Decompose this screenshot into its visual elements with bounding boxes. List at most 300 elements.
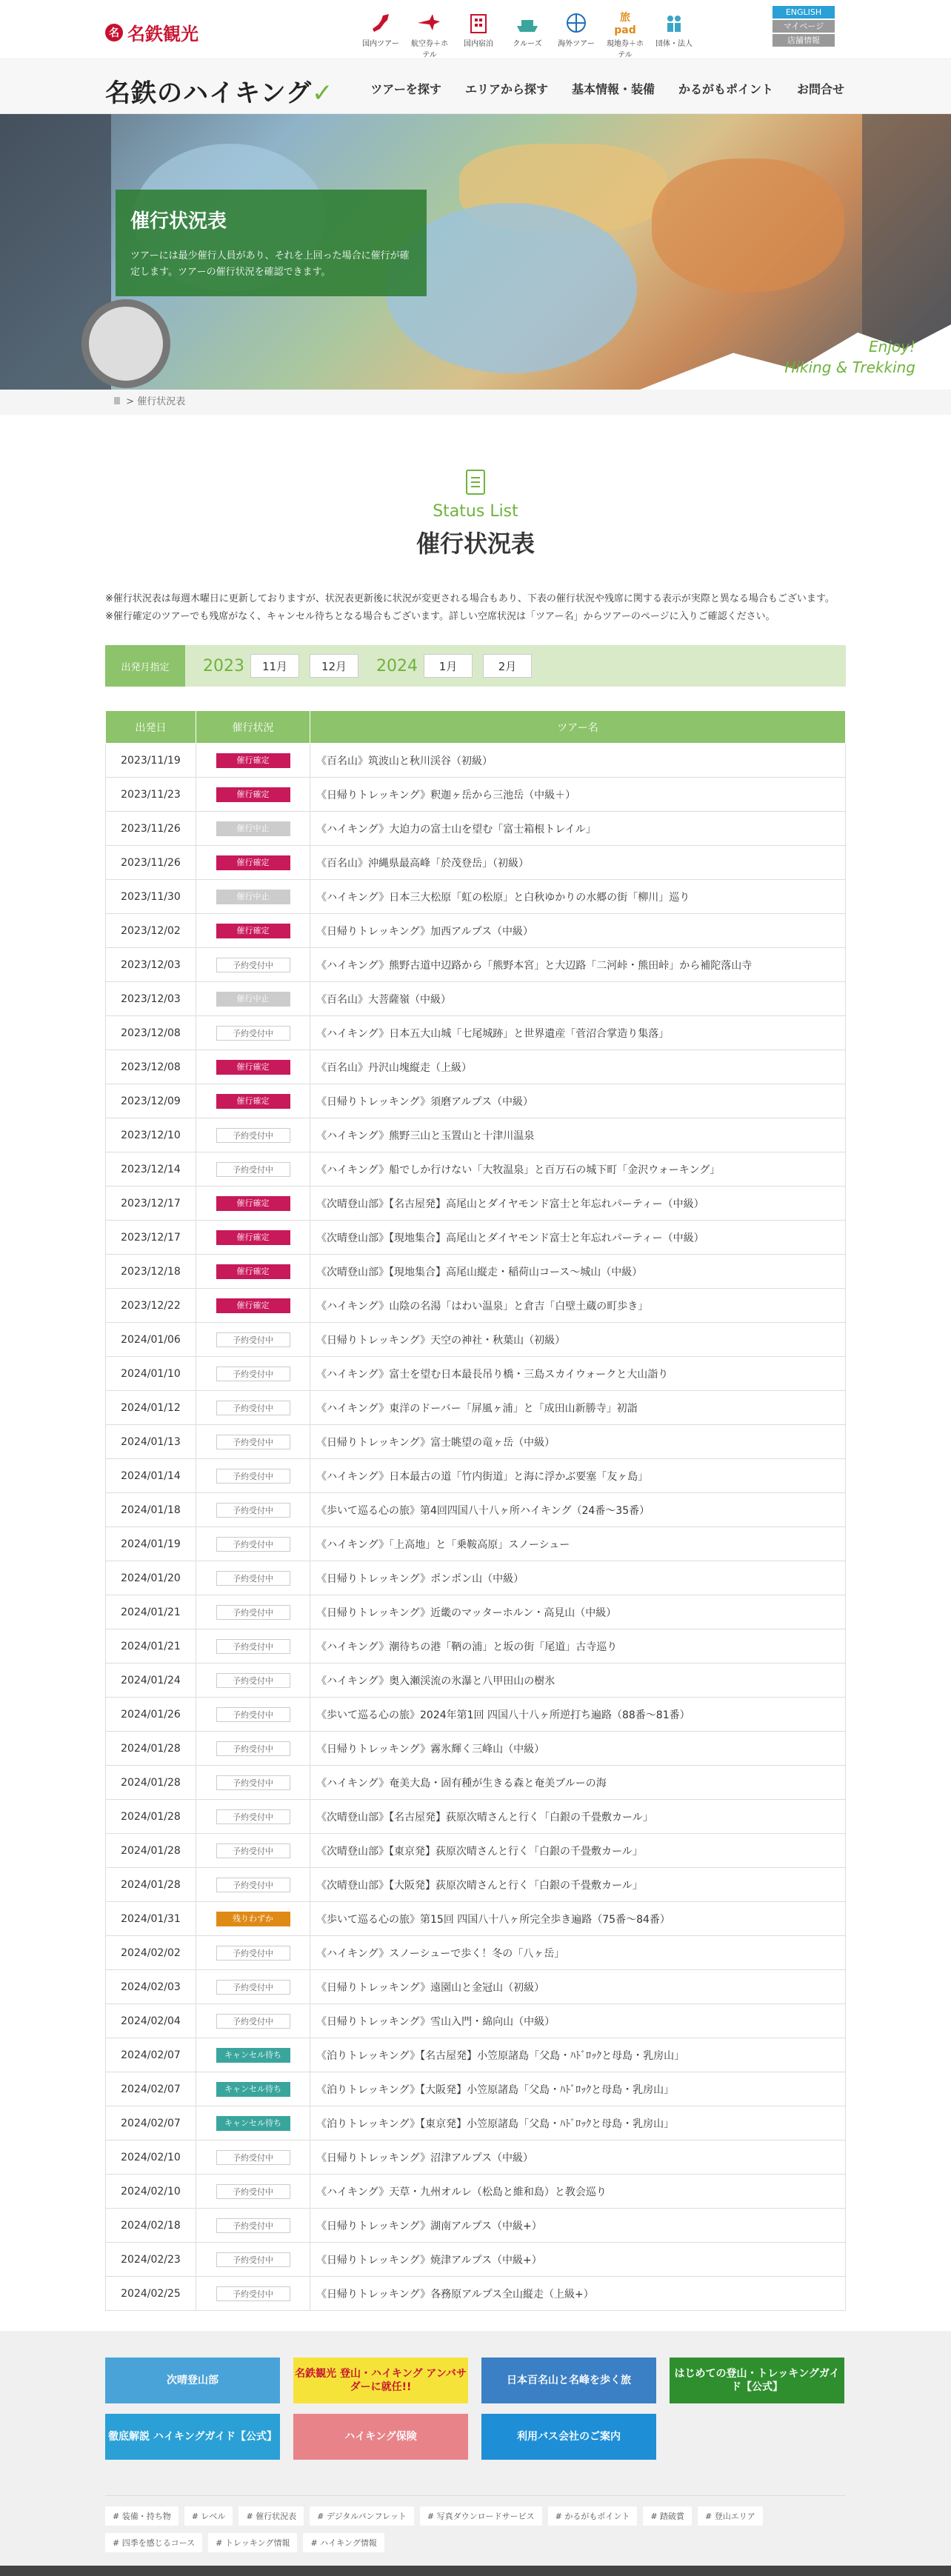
departure-date: 2023/12/02 (106, 914, 196, 948)
status-cell (196, 1118, 310, 1152)
table-row (106, 2243, 846, 2277)
month-button-2023-12[interactable]: 12月 (310, 654, 358, 678)
status-cell (196, 914, 310, 948)
status-cell (196, 1084, 310, 1118)
table-row (106, 1425, 846, 1459)
table-row (106, 1289, 846, 1323)
departure-date: 2023/12/18 (106, 1255, 196, 1289)
departure-date: 2023/12/09 (106, 1084, 196, 1118)
status-badge: 予約受付中 (216, 1503, 290, 1518)
status-cell (196, 982, 310, 1016)
status-cell (196, 846, 310, 880)
departure-date: 2023/11/26 (106, 846, 196, 880)
departure-date: 2024/01/12 (106, 1391, 196, 1425)
table-row (106, 2209, 846, 2243)
departure-date: 2024/02/07 (106, 2038, 196, 2072)
tour-name-link[interactable]: 《ハイキング》奄美大島・固有種が生きる森と奄美ブルーの海 (310, 1766, 846, 1800)
status-cell (196, 1800, 310, 1834)
status-badge: 予約受付中 (216, 1741, 290, 1756)
status-badge: 予約受付中 (216, 2218, 290, 2233)
status-badge: 予約受付中 (216, 1673, 290, 1688)
meitetsu-mark-icon: 名 (105, 24, 123, 41)
table-row (106, 982, 846, 1016)
status-badge: 催行中止 (216, 992, 290, 1007)
tour-name-link[interactable]: 《歩いて巡る心の旅》第15回 四国八十八ヶ所完全歩き遍路（75番〜84番） (310, 1902, 846, 1936)
status-badge: 催行確定 (216, 1264, 290, 1279)
status-cell (196, 1868, 310, 1902)
note-1: ※催行状況表は毎週木曜日に更新しておりますが、状況表更新後に状況が変更される場合もあり、下表の催行状況や残席に関する表示が実際と異なる場合もございます。 (105, 593, 835, 604)
table-row (106, 1561, 846, 1595)
month-button-2023-11[interactable]: 11月 (250, 654, 299, 678)
departure-date: 2024/01/28 (106, 1800, 196, 1834)
status-badge: 催行確定 (216, 1094, 290, 1109)
topnav-tabipad[interactable]: 旅pad 現地券＋ホテル (607, 12, 644, 59)
table-row (106, 1936, 846, 1970)
footer-tag-link[interactable]: # デジタルパンフレット (310, 2506, 414, 2526)
tour-name-link[interactable]: 《ハイキング》日本三大松原「虹の松原」と白秋ゆかりの水郷の街「柳川」巡り (310, 880, 846, 914)
status-badge: 催行確定 (216, 1060, 290, 1075)
tour-name-link[interactable]: 《日帰りトレッキング》雪山入門・綿向山（中級） (310, 2004, 846, 2038)
tour-name-link[interactable]: 《百名山》筑波山と秋川渓谷（初級） (310, 744, 846, 778)
status-cell (196, 1187, 310, 1221)
status-badge: 予約受付中 (216, 1843, 290, 1858)
top-bar (0, 0, 951, 59)
watch-image (81, 299, 170, 388)
status-badge: 予約受付中 (216, 1128, 290, 1143)
hero-title: 催行状況表 (130, 210, 227, 233)
departure-date: 2024/02/03 (106, 1970, 196, 2004)
status-badge: 予約受付中 (216, 1571, 290, 1586)
footer-banner[interactable]: はじめての登山・トレッキングガイド【公式】 (670, 2358, 844, 2403)
status-badge: キャンセル待ち (216, 2116, 290, 2131)
status-cell (196, 1459, 310, 1493)
menu-basic-info[interactable]: 基本情報・装備 (571, 82, 655, 96)
tour-name-link[interactable]: 《次晴登山部》【大阪発】荻原次晴さんと行く「白銀の千畳敷カール」 (310, 1868, 846, 1902)
table-row (106, 1084, 846, 1118)
tour-name-link[interactable]: 《百名山》大菩薩嶺（中級） (310, 982, 846, 1016)
status-cell (196, 1766, 310, 1800)
footer-tag-link[interactable]: # トレッキング情報 (208, 2533, 297, 2552)
table-row (106, 846, 846, 880)
tabipad-icon: 旅pad (614, 12, 636, 36)
topnav-domestic-tour[interactable]: 国内ツアー (361, 10, 400, 59)
departure-date: 2024/01/14 (106, 1459, 196, 1493)
status-cell (196, 1391, 310, 1425)
status-badge: 予約受付中 (216, 2150, 290, 2165)
table-row (106, 778, 846, 812)
departure-date: 2024/01/19 (106, 1527, 196, 1561)
status-cell (196, 2038, 310, 2072)
tour-name-link[interactable]: 《ハイキング》潮待ちの港「鞆の浦」と坂の街「尾道」古寺巡り (310, 1629, 846, 1664)
globe-icon (563, 10, 590, 36)
departure-date: 2024/02/07 (106, 2072, 196, 2106)
status-cell (196, 2140, 310, 2175)
topnav-group[interactable]: 団体・法人 (655, 10, 693, 59)
status-badge: 予約受付中 (216, 1435, 290, 1449)
footer-tag-link[interactable]: # 装備・持ち物 (105, 2506, 178, 2526)
month-filter-label: 出発月指定 (105, 645, 185, 687)
tour-name-link[interactable]: 《ハイキング》日本最古の道「竹内街道」と海に浮かぶ要塞「友ヶ島」 (310, 1459, 846, 1493)
departure-date: 2023/12/17 (106, 1187, 196, 1221)
departure-date: 2024/02/10 (106, 2175, 196, 2209)
tour-name-link[interactable]: 《ハイキング》東洋のドーバー「屏風ヶ浦」と「成田山新勝寺」初詣 (310, 1391, 846, 1425)
tour-name-link[interactable]: 《日帰りトレッキング》須磨アルプス（中級） (310, 1084, 846, 1118)
tour-name-link[interactable]: 《次晴登山部》【東京発】荻原次晴さんと行く「白銀の千畳敷カール」 (310, 1834, 846, 1868)
status-badge: 予約受付中 (216, 1367, 290, 1381)
header-status: 催行状況 (196, 711, 310, 744)
ship-icon (514, 10, 541, 36)
table-row (106, 2175, 846, 2209)
footer-banner[interactable]: 徹底解説 ハイキングガイド【公式】 (105, 2414, 280, 2460)
table-row (106, 1221, 846, 1255)
top-nav (361, 10, 693, 59)
status-cell (196, 880, 310, 914)
departure-date: 2023/12/03 (106, 982, 196, 1016)
table-row (106, 1868, 846, 1902)
status-badge: 催行確定 (216, 855, 290, 870)
status-cell (196, 1527, 310, 1561)
status-cell (196, 1970, 310, 2004)
status-cell (196, 778, 310, 812)
footer-tag-link[interactable]: # レベル (184, 2506, 233, 2526)
table-row (106, 1118, 846, 1152)
footer-tag-link[interactable]: # 踏破賞 (643, 2506, 692, 2526)
topnav-domestic-stay[interactable]: 国内宿泊 (459, 10, 498, 59)
corp-logo-text: 名鉄観光 (127, 24, 198, 44)
table-row (106, 2277, 846, 2311)
month-filter (105, 645, 846, 687)
status-cell (196, 948, 310, 982)
departure-date: 2023/11/30 (106, 880, 196, 914)
status-cell (196, 2209, 310, 2243)
status-cell (196, 1629, 310, 1664)
status-cell (196, 2004, 310, 2038)
tour-name-link[interactable]: 《日帰りトレッキング》ポンポン山（中級） (310, 1561, 846, 1595)
status-cell (196, 2243, 310, 2277)
hero-bg-map (652, 159, 844, 292)
departure-date: 2024/01/26 (106, 1698, 196, 1732)
status-badge: 予約受付中 (216, 1401, 290, 1415)
departure-date: 2024/02/23 (106, 2243, 196, 2277)
status-cell (196, 1357, 310, 1391)
group-icon (661, 10, 687, 36)
status-badge: 予約受付中 (216, 1707, 290, 1722)
status-cell (196, 2072, 310, 2106)
departure-date: 2024/01/21 (106, 1629, 196, 1664)
departure-date: 2024/02/18 (106, 2209, 196, 2243)
table-row (106, 1766, 846, 1800)
month-button-2024-01[interactable]: 1月 (424, 654, 473, 678)
tour-name-link[interactable]: 《泊りトレッキング》【東京発】小笠原諸島「父島・ﾊﾄﾞﾛｯｸと母島・乳房山」 (310, 2106, 846, 2140)
status-badge: 催行確定 (216, 787, 290, 802)
status-badge: 予約受付中 (216, 1332, 290, 1347)
english-button[interactable]: ENGLISH (773, 6, 835, 19)
status-cell (196, 1902, 310, 1936)
departure-date: 2024/01/28 (106, 1868, 196, 1902)
menu-karugamo-point[interactable]: かるがもポイント (678, 82, 773, 96)
status-badge: 予約受付中 (216, 1639, 290, 1654)
status-cell (196, 1561, 310, 1595)
footer-tag-link[interactable]: # 登山エリア (698, 2506, 763, 2526)
tour-name-link[interactable]: 《ハイキング》熊野古道中辺路から「熊野本宮」と大辺路「二河峠・熊田峠」から補陀落山寺 (310, 948, 846, 982)
document-icon (466, 470, 485, 495)
table-row (106, 948, 846, 982)
table-row (106, 2038, 846, 2072)
departure-date: 2024/01/28 (106, 1732, 196, 1766)
table-row (106, 914, 846, 948)
tour-name-link[interactable]: 《ハイキング》熊野三山と玉置山と十津川温泉 (310, 1118, 846, 1152)
breadcrumb-current: 催行状況表 (137, 396, 186, 407)
main-menu (370, 80, 844, 97)
note-2: ※催行確定のツアーでも残席がなく、キャンセル待ちとなる場合もございます。詳しい空席状況は「ツアー名」からツアーのページに入りご確認ください。 (105, 611, 775, 622)
status-badge: 予約受付中 (216, 1026, 290, 1041)
table-row (106, 1595, 846, 1629)
footer-tag-link[interactable]: # 四季を感じるコース (105, 2533, 202, 2552)
status-cell (196, 1016, 310, 1050)
departure-date: 2023/12/08 (106, 1016, 196, 1050)
tour-name-link[interactable]: 《日帰りトレッキング》天空の神社・秋葉山（初級） (310, 1323, 846, 1357)
status-cell (196, 1493, 310, 1527)
departure-date: 2023/12/17 (106, 1221, 196, 1255)
page-title-block (0, 470, 951, 559)
hero-title-box (116, 190, 427, 296)
topnav-air-hotel[interactable]: 航空券＋ホテル (410, 10, 449, 59)
table-row (106, 1527, 846, 1561)
table-row (106, 1187, 846, 1221)
stores-button[interactable]: 店舗情報 (773, 34, 835, 47)
departure-date: 2024/02/02 (106, 1936, 196, 1970)
status-badge: 予約受付中 (216, 1605, 290, 1620)
tour-name-link[interactable]: 《ハイキング》大迫力の富士山を望む「富士箱根トレイル」 (310, 812, 846, 846)
status-cell (196, 2106, 310, 2140)
home-icon[interactable] (114, 397, 120, 404)
footer-tag-link[interactable]: # 写真ダウンロードサービス (420, 2506, 542, 2526)
table-row (106, 1732, 846, 1766)
status-badge: キャンセル待ち (216, 2048, 290, 2063)
table-row (106, 1016, 846, 1050)
topnav-cruise[interactable]: クルーズ (508, 10, 547, 59)
footer-bottom-bar (0, 2566, 951, 2576)
tour-name-link[interactable]: 《ハイキング》船でしか行けない「大牧温泉」と百万石の城下町「金沢ウォーキング」 (310, 1152, 846, 1187)
table-row (106, 1629, 846, 1664)
table-row (106, 1493, 846, 1527)
tour-name-link[interactable]: 《次晴登山部》【現地集合】高尾山縦走・稲荷山コース〜城山（中級） (310, 1255, 846, 1289)
tour-name-link[interactable]: 《歩いて巡る心の旅》第4回四国八十八ヶ所ハイキング（24番〜35番） (310, 1493, 846, 1527)
main-nav (0, 59, 951, 114)
table-row (106, 880, 846, 914)
status-cell (196, 1595, 310, 1629)
hero-banner (0, 114, 951, 390)
menu-area-search[interactable]: エリアから探す (464, 82, 548, 96)
status-badge: 催行中止 (216, 890, 290, 904)
tour-name-link[interactable]: 《百名山》沖縄県最高峰「於茂登岳」（初級） (310, 846, 846, 880)
tour-name-link[interactable]: 《百名山》丹沢山塊縦走（上級） (310, 1050, 846, 1084)
month-button-2024-02[interactable]: 2月 (483, 654, 532, 678)
departure-date: 2024/02/25 (106, 2277, 196, 2311)
departure-date: 2024/01/31 (106, 1902, 196, 1936)
tour-name-link[interactable]: 《日帰りトレッキング》釈迦ヶ岳から三池岳（中級＋） (310, 778, 846, 812)
status-cell (196, 1834, 310, 1868)
tour-name-link[interactable]: 《次晴登山部》【現地集合】高尾山とダイヤモンド富士と年忘れパーティー（中級） (310, 1221, 846, 1255)
table-row (106, 1323, 846, 1357)
status-table (105, 710, 846, 2311)
departure-date: 2024/01/20 (106, 1561, 196, 1595)
departure-date: 2024/01/06 (106, 1323, 196, 1357)
departure-date: 2023/12/08 (106, 1050, 196, 1084)
status-cell (196, 1936, 310, 1970)
tour-name-link[interactable]: 《ハイキング》「上高地」と「乗鞍高原」スノーシュー (310, 1527, 846, 1561)
page-title-en: Status List (433, 502, 518, 521)
table-row (106, 2140, 846, 2175)
status-badge: キャンセル待ち (216, 2082, 290, 2097)
topnav-overseas-tour[interactable]: 海外ツアー (557, 10, 595, 59)
table-header-row (106, 711, 846, 744)
status-cell (196, 812, 310, 846)
status-cell (196, 1732, 310, 1766)
brand-logo[interactable]: 名鉄のハイキング✓ (105, 79, 334, 108)
tour-name-link[interactable]: 《歩いて巡る心の旅》2024年第1回 四国八十八ヶ所逆打ち遍路（88番〜81番） (310, 1698, 846, 1732)
status-badge: 予約受付中 (216, 958, 290, 972)
table-row (106, 2072, 846, 2106)
table-row (106, 2004, 846, 2038)
table-row (106, 1902, 846, 1936)
status-cell (196, 1425, 310, 1459)
footer (0, 2331, 951, 2576)
tour-name-link[interactable]: 《ハイキング》奥入瀬渓流の氷瀑と八甲田山の樹氷 (310, 1664, 846, 1698)
table-row (106, 2106, 846, 2140)
tour-name-link[interactable]: 《日帰りトレッキング》加西アルプス（中級） (310, 914, 846, 948)
table-row (106, 1152, 846, 1187)
table-row (106, 1050, 846, 1084)
status-cell (196, 1323, 310, 1357)
departure-date: 2024/02/10 (106, 2140, 196, 2175)
departure-date: 2024/01/21 (106, 1595, 196, 1629)
plane-hotel-icon (416, 10, 443, 36)
table-row (106, 744, 846, 778)
breadcrumb (0, 390, 951, 415)
departure-date: 2023/11/23 (106, 778, 196, 812)
status-badge: 予約受付中 (216, 2184, 290, 2199)
tour-name-link[interactable]: 《泊りトレッキング》【大阪発】小笠原諸島「父島・ﾊﾄﾞﾛｯｸと母島・乳房山」 (310, 2072, 846, 2106)
footer-banner[interactable]: 日本百名山と名峰を歩く旅 (481, 2358, 656, 2403)
year-2023: 2023 (203, 656, 244, 675)
status-cell (196, 1221, 310, 1255)
departure-date: 2023/11/19 (106, 744, 196, 778)
status-badge: 予約受付中 (216, 2014, 290, 2029)
year-2024: 2024 (376, 656, 418, 675)
table-row (106, 1391, 846, 1425)
status-badge: 催行確定 (216, 1230, 290, 1245)
notes (105, 590, 846, 626)
footer-tag-link[interactable]: # かるがもポイント (548, 2506, 638, 2526)
status-badge: 予約受付中 (216, 1162, 290, 1177)
header-tour-name: ツアー名 (310, 711, 846, 744)
status-badge: 予約受付中 (216, 2252, 290, 2267)
table-row (106, 1255, 846, 1289)
breadcrumb-sep: > (126, 396, 135, 407)
status-badge: 予約受付中 (216, 1775, 290, 1790)
table-row (106, 1834, 846, 1868)
status-cell (196, 1255, 310, 1289)
status-cell (196, 1289, 310, 1323)
status-cell (196, 1152, 310, 1187)
tour-name-link[interactable]: 《日帰りトレッキング》焼津アルプス（中級+） (310, 2243, 846, 2277)
departure-date: 2024/01/24 (106, 1664, 196, 1698)
table-row (106, 1664, 846, 1698)
tour-name-link[interactable]: 《日帰りトレッキング》近畿のマッターホルン・高見山（中級） (310, 1595, 846, 1629)
tour-name-link[interactable]: 《日帰りトレッキング》霧氷輝く三峰山（中級） (310, 1732, 846, 1766)
table-row (106, 1698, 846, 1732)
status-badge: 予約受付中 (216, 1809, 290, 1824)
tour-name-link[interactable]: 《ハイキング》日本五大山城「七尾城跡」と世界遺産「菅沼合掌造り集落」 (310, 1016, 846, 1050)
tour-name-link[interactable]: 《ハイキング》山陰の名湯「はわい温泉」と倉吉「白壁土蔵の町歩き」 (310, 1289, 846, 1323)
tour-name-link[interactable]: 《日帰りトレッキング》遠園山と金冠山（初級） (310, 1970, 846, 2004)
departure-date: 2023/12/10 (106, 1118, 196, 1152)
header-date: 出発日 (106, 711, 196, 744)
footer-tag-link[interactable]: # ハイキング情報 (303, 2533, 384, 2552)
tour-name-link[interactable]: 《ハイキング》スノーシューで歩く！冬の「八ヶ岳」 (310, 1936, 846, 1970)
tour-name-link[interactable]: 《日帰りトレッキング》各務原アルプス全山縦走（上級+） (310, 2277, 846, 2311)
tour-name-link[interactable]: 《日帰りトレッキング》富士眺望の竜ヶ岳（中級） (310, 1425, 846, 1459)
tour-name-link[interactable]: 《泊りトレッキング》【名古屋発】小笠原諸島「父島・ﾊﾄﾞﾛｯｸと母島・乳房山」 (310, 2038, 846, 2072)
status-cell (196, 2277, 310, 2311)
tour-name-link[interactable]: 《次晴登山部》【名古屋発】荻原次晴さんと行く「白銀の千畳敷カール」 (310, 1800, 846, 1834)
status-badge: 予約受付中 (216, 1878, 290, 1892)
tour-name-link[interactable]: 《日帰りトレッキング》沼津アルプス（中級） (310, 2140, 846, 2175)
status-badge: 催行確定 (216, 1298, 290, 1313)
status-badge: 催行中止 (216, 821, 290, 836)
status-badge: 予約受付中 (216, 1980, 290, 1995)
departure-date: 2023/12/03 (106, 948, 196, 982)
hero-tagline: Enjoy! Hiking & Trekking (784, 338, 915, 376)
tour-name-link[interactable]: 《日帰りトレッキング》湖南アルプス（中級+） (310, 2209, 846, 2243)
menu-tour-search[interactable]: ツアーを探す (370, 82, 441, 96)
status-badge: 残りわずか (216, 1912, 290, 1926)
status-badge: 催行確定 (216, 924, 290, 938)
hero-description: ツアーには最少催行人員があり、それを上回った場合に催行が確定します。ツアーの催行状況を確認できます。 (130, 250, 410, 278)
table-row (106, 812, 846, 846)
status-badge: 催行確定 (216, 1196, 290, 1211)
mypage-button[interactable]: マイページ (773, 20, 835, 33)
corp-logo[interactable] (105, 19, 198, 45)
tour-name-link[interactable]: 《次晴登山部》【名古屋発】高尾山とダイヤモンド富士と年忘れパーティー（中級） (310, 1187, 846, 1221)
status-cell (196, 1698, 310, 1732)
status-cell (196, 1664, 310, 1698)
footer-banner[interactable]: 次晴登山部 (105, 2358, 280, 2403)
status-badge: 予約受付中 (216, 1946, 290, 1961)
footer-tag-link[interactable]: # 催行状況表 (238, 2506, 304, 2526)
menu-contact[interactable]: お問合せ (796, 82, 844, 96)
departure-date: 2023/12/22 (106, 1289, 196, 1323)
footer-tags (105, 2495, 846, 2560)
status-cell (196, 2175, 310, 2209)
status-badge: 予約受付中 (216, 2286, 290, 2301)
departure-date: 2024/01/18 (106, 1493, 196, 1527)
table-row (106, 1459, 846, 1493)
table-row (106, 1970, 846, 2004)
departure-date: 2023/12/14 (106, 1152, 196, 1187)
table-row (106, 1800, 846, 1834)
footer-banner[interactable]: ハイキング保険 (293, 2414, 468, 2460)
footer-banner[interactable]: 利用バス会社のご案内 (481, 2414, 656, 2460)
tour-name-link[interactable]: 《ハイキング》富士を望む日本最長吊り橋・三島スカイウォークと大山詣り (310, 1357, 846, 1391)
departure-date: 2024/02/04 (106, 2004, 196, 2038)
leaf-icon: ✓ (311, 79, 334, 108)
footer-banner[interactable]: 名鉄観光 登山・ハイキング アンバサダーに就任!! (293, 2358, 468, 2403)
tour-name-link[interactable]: 《ハイキング》天草・九州オルレ（松島と維和島）と教会巡り (310, 2175, 846, 2209)
departure-date: 2024/01/28 (106, 1834, 196, 1868)
departure-date: 2023/11/26 (106, 812, 196, 846)
